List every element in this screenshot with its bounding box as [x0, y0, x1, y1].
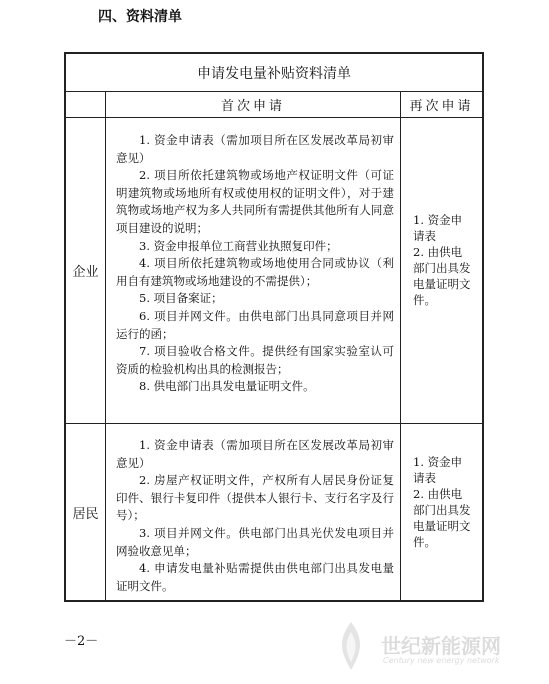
- list-item: 2. 房屋产权证明文件，产权所有人居民身份证复印件、银行卡复印件（提供本人银行卡、支行名字及行号）；: [116, 473, 394, 523]
- list-item: 8. 供电部门出具发电量证明文件。: [139, 379, 315, 394]
- materials-table: [64, 52, 484, 602]
- table-row-enterprise: [66, 118, 482, 424]
- list-item: 2. 项目所依托建筑物或场地产权证明文件（可证明建筑物或场地所有权或使用权的证明文件），对于建筑物或场地产权为多人共同所有需提供其他所有人同意项目建设的说明；: [116, 168, 394, 235]
- watermark-logo-icon: [321, 616, 381, 676]
- watermark: [321, 616, 531, 676]
- list-item: 2. 由供电部门出具发电量证明文件。: [413, 487, 471, 549]
- list-item: 4. 申请发电量补贴需提供由供电部门出具发电量证明文件。: [116, 561, 394, 593]
- list-item: 5. 项目备案证；: [139, 291, 223, 306]
- watermark-subtext: Century new energy network: [383, 656, 500, 665]
- header-first-application: 首次申请: [106, 92, 401, 117]
- resident-first-list: [106, 424, 401, 600]
- applicant-type-resident: 居民: [66, 424, 106, 600]
- table-title: 申请发电量补贴资料清单: [66, 54, 482, 92]
- resident-again-list: [401, 424, 482, 600]
- applicant-type-enterprise: 企业: [66, 118, 106, 423]
- list-item: 3. 项目并网文件。供电部门出具光伏发电项目并网验收意见单；: [116, 525, 394, 558]
- section-title: 四、资料清单: [98, 9, 182, 25]
- table-row-resident: [66, 424, 482, 600]
- list-item: 1. 资金申请表（需加项目所在区发展改革局初审意见）: [116, 438, 394, 470]
- list-item: 2. 由供电部门出具发电量证明文件。: [413, 245, 471, 307]
- list-item: 6. 项目并网文件。由供电部门出具同意项目并网运行的函；: [116, 308, 394, 341]
- list-item: 1. 资金申请表: [413, 455, 463, 485]
- table-header-row: [66, 92, 482, 118]
- watermark-text: 世纪新能源网: [381, 634, 501, 658]
- header-empty-cell: [66, 92, 106, 117]
- list-item: 4. 项目所依托建筑物或场地使用合同或协议（利用自有建筑物或场地建设的不需提供）；: [116, 256, 394, 288]
- list-item: 1. 资金申请表: [413, 213, 463, 243]
- list-item: 1. 资金申请表（需加项目所在区发展改革局初审意见）: [116, 133, 394, 165]
- enterprise-again-list: [401, 118, 482, 423]
- list-item: 7. 项目验收合格文件。提供经有国家实验室认可资质的检验机构出具的检测报告；: [116, 344, 394, 376]
- page-number: －2－: [64, 634, 99, 649]
- header-repeat-application: 再次申请: [409, 99, 474, 114]
- enterprise-first-list: [106, 118, 401, 423]
- list-item: 3. 资金申报单位工商营业执照复印件；: [139, 238, 338, 253]
